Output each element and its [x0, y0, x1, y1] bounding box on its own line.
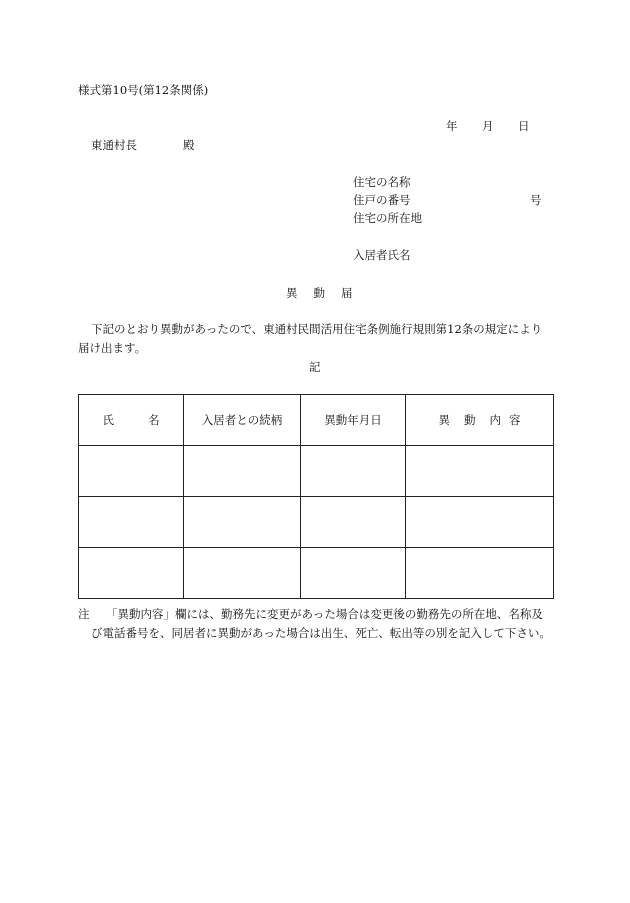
- cell-content[interactable]: [406, 497, 554, 548]
- cell-date[interactable]: [301, 446, 406, 497]
- form-number: 様式第10号(第12条関係): [78, 83, 209, 97]
- header-relation: 入居者との続柄: [184, 395, 301, 446]
- housing-address-label: 住宅の所在地: [353, 211, 422, 225]
- cell-name[interactable]: [79, 446, 184, 497]
- cell-name[interactable]: [79, 548, 184, 599]
- title-char-3: 届: [341, 286, 353, 300]
- header-name-char-2: 名: [148, 413, 160, 427]
- date-year-label: 年: [446, 119, 458, 133]
- cell-content[interactable]: [406, 548, 554, 599]
- cell-relation[interactable]: [184, 497, 301, 548]
- table-row: [79, 446, 554, 497]
- cell-date[interactable]: [301, 497, 406, 548]
- change-table: [78, 394, 554, 599]
- table-header-row: [79, 395, 554, 446]
- cell-name[interactable]: [79, 497, 184, 548]
- body-line-2: 届け出ます。: [78, 341, 147, 355]
- unit-number-label: 住戸の番号: [353, 193, 411, 207]
- header-change-date: 異動年月日: [301, 395, 406, 446]
- cell-relation[interactable]: [184, 446, 301, 497]
- recipient-honorific: 殿: [183, 138, 195, 152]
- note-label: 注: [78, 607, 90, 621]
- header-change-content: [406, 395, 554, 446]
- document-title: [286, 285, 353, 301]
- cell-relation[interactable]: [184, 548, 301, 599]
- header-content-char-3: 内: [489, 413, 501, 427]
- header-content-char-1: 異: [438, 413, 450, 427]
- header-content-char-2: 動: [464, 413, 476, 427]
- recipient-name: 東通村長: [91, 138, 137, 152]
- date-month-label: 月: [482, 119, 494, 133]
- title-char-1: 異: [286, 286, 298, 300]
- header-content-char-4: 容: [509, 413, 521, 427]
- note-line-1: 「異動内容」欄には、勤務先に変更があった場合は変更後の勤務先の所在地、名称及: [106, 607, 543, 621]
- header-name: [79, 395, 184, 446]
- ki-label: 記: [309, 360, 321, 374]
- table-row: [79, 497, 554, 548]
- resident-name-label: 入居者氏名: [353, 248, 411, 262]
- header-name-char-1: 氏: [102, 413, 114, 427]
- table-row: [79, 548, 554, 599]
- cell-content[interactable]: [406, 446, 554, 497]
- body-line-1: 下記のとおり異動があったので、東通村民間活用住宅条例施行規則第12条の規定により: [91, 322, 543, 336]
- date-day-label: 日: [518, 119, 530, 133]
- note-line-2: び電話番号を、同居者に異動があった場合は出生、死亡、転出等の別を記入して下さい。: [91, 626, 551, 640]
- title-char-2: 動: [313, 286, 325, 300]
- cell-date[interactable]: [301, 548, 406, 599]
- housing-name-label: 住宅の名称: [353, 175, 411, 189]
- unit-number-suffix: 号: [530, 193, 542, 207]
